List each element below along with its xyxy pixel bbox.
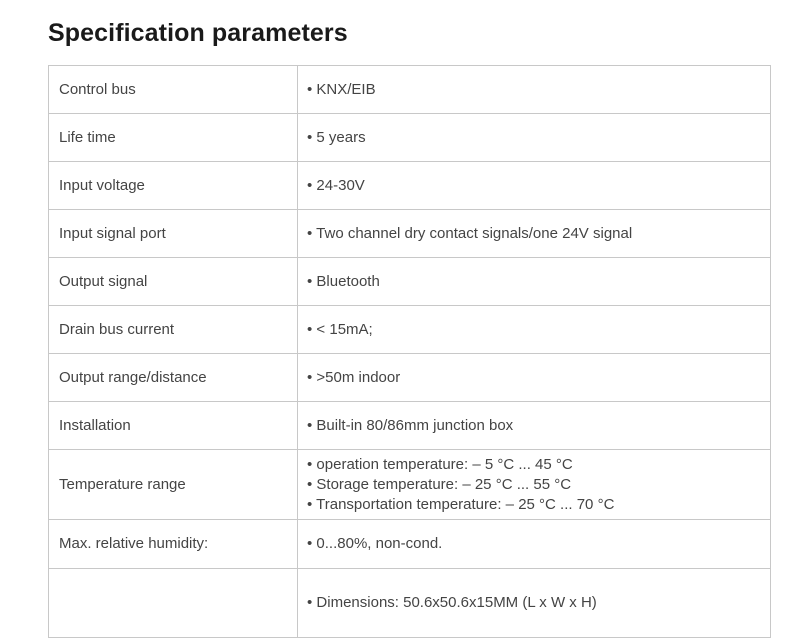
spec-label: Output signal [49, 258, 298, 306]
spec-label: Output range/distance [49, 354, 298, 402]
spec-value-line: • KNX/EIB [307, 80, 376, 98]
spec-value [298, 162, 771, 210]
table-row [49, 450, 771, 520]
spec-value-line: • Bluetooth [307, 272, 380, 290]
spec-value-line: • Two channel dry contact signals/one 24V signal [307, 224, 633, 242]
spec-value [298, 354, 771, 402]
spec-value-line: • operation temperature: – 5 °C ... 45 °C [307, 455, 573, 473]
spec-value-line: • Dimensions: 50.6x50.6x15MM (L x W x H) [307, 594, 597, 611]
spec-value [298, 258, 771, 306]
table-row [49, 354, 771, 402]
spec-label: Input signal port [49, 210, 298, 258]
table-row [49, 569, 771, 638]
table-row [49, 402, 771, 450]
table-row [49, 66, 771, 114]
spec-value [298, 210, 771, 258]
page-title: Specification parameters [48, 19, 348, 47]
table-row [49, 306, 771, 354]
table-row [49, 114, 771, 162]
spec-table [48, 65, 771, 638]
spec-value [298, 520, 771, 569]
spec-value-line: • 5 years [307, 128, 366, 146]
spec-value [298, 402, 771, 450]
spec-value-line: • Built-in 80/86mm junction box [307, 416, 514, 434]
spec-label: Input voltage [49, 162, 298, 210]
spec-value [298, 450, 771, 520]
spec-value [298, 66, 771, 114]
spec-value [298, 569, 771, 638]
spec-value-line: • 0...80%, non-cond. [307, 535, 443, 552]
table-row [49, 520, 771, 569]
table-row [49, 210, 771, 258]
spec-value-line: • Transportation temperature: – 25 °C ... 70 °C [307, 495, 615, 513]
table-row [49, 258, 771, 306]
spec-value-line: • >50m indoor [307, 368, 401, 386]
table-row [49, 162, 771, 210]
spec-value-line: • < 15mA; [307, 320, 373, 338]
spec-value [298, 306, 771, 354]
spec-value [298, 114, 771, 162]
spec-label: Drain bus current [49, 306, 298, 354]
spec-label: Max. relative humidity: [49, 520, 298, 569]
spec-label: Temperature range [49, 450, 298, 520]
spec-label: Installation [49, 402, 298, 450]
spec-label: Control bus [49, 66, 298, 114]
spec-label [49, 569, 298, 638]
spec-label: Life time [49, 114, 298, 162]
spec-value-line: • Storage temperature: – 25 °C ... 55 °C [307, 475, 572, 493]
spec-value-line: • 24-30V [307, 176, 365, 194]
